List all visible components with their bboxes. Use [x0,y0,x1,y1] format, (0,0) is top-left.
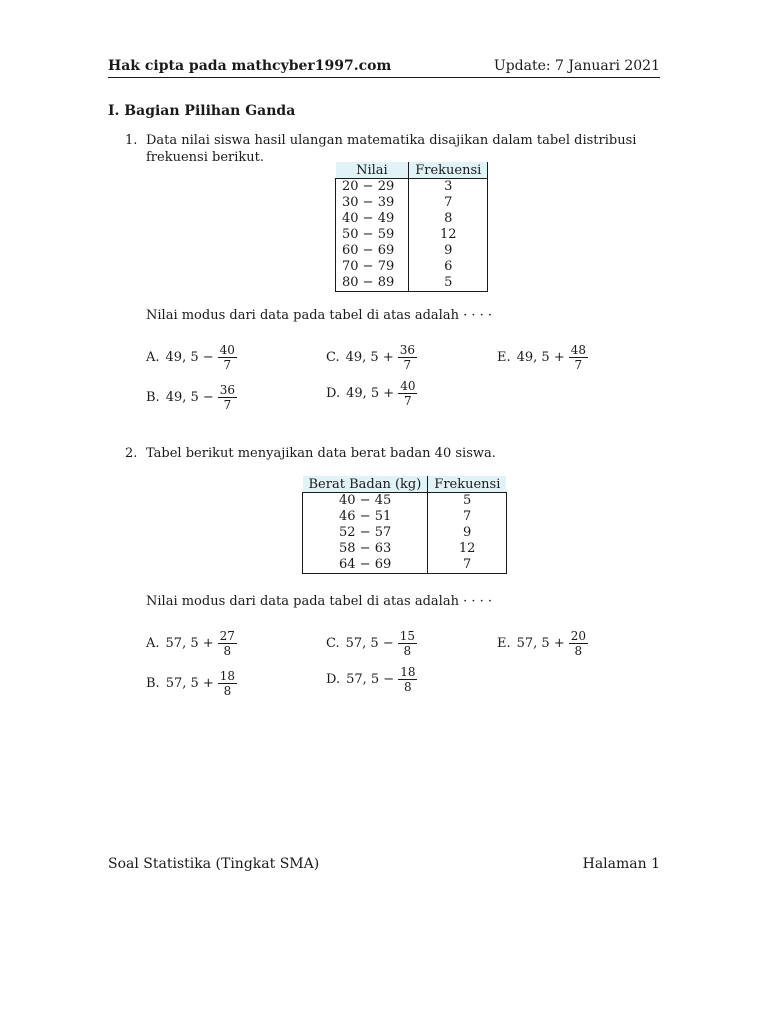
fraction-denominator: 7 [404,394,412,408]
table-row [303,493,507,510]
fraction-denominator: 8 [223,684,232,698]
option-fraction [398,665,417,694]
fraction-numerator: 15 [399,629,416,643]
table-cell: 8 [409,211,488,227]
fraction-numerator: 18 [219,669,236,683]
table-cell: 7 [428,557,507,574]
table-row [336,195,488,211]
option-label: B. [146,390,160,405]
table-cell: 80 − 89 [336,275,409,292]
table-cell: 60 − 69 [336,243,409,259]
fraction-numerator: 36 [219,383,236,397]
question-1-option-e[interactable] [497,343,588,372]
question-2-prompt: Nilai modus dari data pada tabel di atas adalah · · · · [146,594,492,609]
option-expression: 57, 5 − [345,636,394,651]
option-fraction [569,629,588,658]
table-header-nilai: Nilai [336,162,409,179]
question-1-option-b[interactable] [146,383,237,412]
fraction-numerator: 48 [570,343,587,357]
header-copyright: Hak cipta pada mathcyber1997.com [108,58,392,74]
table-cell: 64 − 69 [303,557,428,574]
question-2-number: 2. [125,446,138,461]
option-expression: 57, 5 + [165,636,214,651]
option-label: E. [497,350,511,365]
table-header-berat-badan: Berat Badan (kg) [303,476,428,493]
fraction-numerator: 36 [399,343,416,357]
table-cell: 20 − 29 [336,179,409,196]
option-label: A. [146,636,160,651]
footer-page-number: Halaman 1 [582,856,660,872]
table-header-frekuensi: Frekuensi [409,162,488,179]
table-cell: 9 [428,525,507,541]
section-title: I. Bagian Pilihan Ganda [108,103,296,119]
table-cell: 50 − 59 [336,227,409,243]
option-expression: 49, 5 + [346,386,395,401]
option-fraction [569,343,588,372]
question-1-text: Data nilai siswa hasil ulangan matematika disajikan dalam tabel distribusi frekuensi berikut. [146,133,637,165]
option-expression: 57, 5 + [516,636,565,651]
fraction-denominator: 7 [223,398,232,412]
option-label: C. [326,350,340,365]
table-row [336,259,488,275]
question-1-option-d[interactable] [326,379,417,408]
table-row [303,557,507,574]
fraction-numerator: 40 [400,379,416,393]
option-label: C. [326,636,340,651]
table-cell: 52 − 57 [303,525,428,541]
table-cell: 7 [409,195,488,211]
question-2-table [302,476,507,574]
table-cell: 58 − 63 [303,541,428,557]
question-1-option-a[interactable] [146,343,237,372]
option-expression: 49, 5 + [345,350,394,365]
option-expression: 57, 5 + [165,676,214,691]
table-cell: 70 − 79 [336,259,409,275]
question-2-text: Tabel berikut menyajikan data berat badan 40 siswa. [146,446,496,461]
table-row [303,541,507,557]
table-row [336,243,488,259]
fraction-numerator: 40 [219,343,235,357]
option-expression: 49, 5 + [516,350,565,365]
table-row [336,275,488,292]
footer-subject: Soal Statistika (Tingkat SMA) [108,856,320,872]
table-cell: 30 − 39 [336,195,409,211]
header-update-date: Update: 7 Januari 2021 [493,58,660,74]
table-cell: 12 [409,227,488,243]
table-cell: 46 − 51 [303,509,428,525]
question-1-table [335,162,488,292]
table-cell: 6 [409,259,488,275]
option-label: B. [146,676,160,691]
option-fraction [398,379,417,408]
fraction-denominator: 8 [403,644,412,658]
question-1-option-c[interactable] [326,343,417,372]
table-cell: 5 [409,275,488,292]
table-header-frekuensi: Frekuensi [428,476,507,493]
fraction-denominator: 7 [574,358,583,372]
fraction-denominator: 8 [404,680,412,694]
option-label: D. [326,386,341,401]
option-fraction [218,383,237,412]
question-2-option-d[interactable] [326,665,417,694]
option-expression: 49, 5 − [165,390,214,405]
fraction-denominator: 8 [223,644,232,658]
fraction-denominator: 8 [574,644,583,658]
fraction-numerator: 20 [570,629,587,643]
question-1-prompt: Nilai modus dari data pada tabel di atas adalah · · · · [146,308,492,323]
question-2-option-e[interactable] [497,629,588,658]
option-fraction [398,343,417,372]
table-row [336,227,488,243]
table-cell: 9 [409,243,488,259]
option-expression: 57, 5 − [346,672,395,687]
question-1-number: 1. [125,133,138,148]
table-cell: 5 [428,493,507,510]
question-2-option-a[interactable] [146,629,237,658]
question-2-option-c[interactable] [326,629,417,658]
option-expression: 49, 5 − [165,350,214,365]
fraction-denominator: 7 [223,358,232,372]
table-row [303,509,507,525]
header-divider [108,77,660,78]
table-row [303,525,507,541]
fraction-numerator: 18 [400,665,416,679]
question-2-option-b[interactable] [146,669,237,698]
table-cell: 40 − 45 [303,493,428,510]
option-fraction [218,629,237,658]
option-label: A. [146,350,160,365]
option-label: E. [497,636,511,651]
option-fraction [398,629,417,658]
table-row [336,179,488,196]
fraction-numerator: 27 [219,629,235,643]
option-fraction [218,669,237,698]
table-cell: 3 [409,179,488,196]
table-cell: 7 [428,509,507,525]
table-cell: 40 − 49 [336,211,409,227]
fraction-denominator: 7 [403,358,412,372]
table-row [336,211,488,227]
table-cell: 12 [428,541,507,557]
option-fraction [218,343,237,372]
option-label: D. [326,672,341,687]
